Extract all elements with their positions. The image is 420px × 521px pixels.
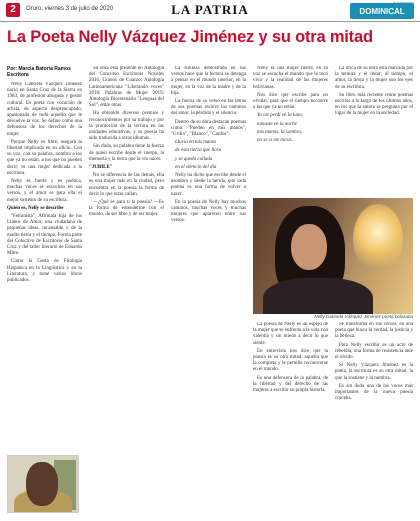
paragraph: En entrevista nos dice que la poesía es su otra mitad, aquella que la completa y le permite reconocerse en el mundo.	[253, 348, 328, 373]
paragraph: Ha obtenido diversos premios y reconocimientos por su trabajo y por la promoción de la lectura en las unidades educativas, y su poesía ha sido traducida a otros idiomas.	[89, 111, 164, 142]
paragraph: Si Nelly Vázquez Jiménez es la poeta, la escritura es su otra mitad, la que la sostiene y la nombra.	[335, 363, 413, 381]
author-portrait-photo	[7, 455, 79, 513]
paragraph: —¿Qué es para ti la poesía? —Es la forma de entenderme con el mundo, de ser libre y de ser mujer.	[89, 200, 164, 218]
article-column-2	[89, 66, 164, 506]
article-column-4-lower	[253, 322, 328, 510]
poem-line: mis manos, la sombra,	[257, 129, 303, 135]
poem-line: no se si me miras.	[257, 138, 293, 144]
paragraph: Es una defensora de la palabra, de la libertad y del derecho de las mujeres a escribir su propia historia.	[253, 375, 328, 394]
article-column-5-lower	[335, 322, 413, 510]
paragraph: Se transforma en sus versos, en una poeta que busca la verdad, la justicia y la belleza.	[335, 322, 413, 340]
photo-caption: Nelly Gabriela Vázquez Jiménez poeta boliviana	[314, 314, 413, 319]
page-number: 2	[6, 3, 20, 17]
page-header	[0, 0, 420, 22]
paragraph: Dentro de su obra destacan poemas como: "Pueden en mis manos", "Grillo", "Blanco", "Cardos".	[171, 119, 246, 138]
paragraph: Como la Gesta de Filología Hispánica en la Lingüística y en la Literatura, y tiene varios libros publicados.	[7, 259, 82, 284]
poem-line: Ya me perdí en la luna,	[257, 113, 304, 119]
paragraph: Es sin duda una de las voces más importantes de la nueva poesía cruceña.	[335, 383, 413, 402]
byline-role: Escritora	[7, 72, 29, 78]
subheading: Quién es, Nelly se describe	[7, 205, 64, 211]
paragraph: No se diferencia de las demás, ella es una mujer más en la ciudad, pero encuentra en la poesía la forma de decir lo que otras callan.	[89, 173, 164, 197]
paragraph: La sutileza demostrada en sus versos hace que la lectora se detenga a pensar en el mundo interior, en la mujer, en la voz de la madre y de la hija.	[171, 66, 246, 96]
subheading: "JUBILE"	[89, 165, 113, 171]
poem-line: Lluvia en mis manos	[175, 140, 217, 146]
article-column-3	[171, 66, 246, 506]
byline	[7, 66, 82, 78]
section-logo: DOMINICAL	[350, 3, 414, 19]
poem-line: tomaste en la noche	[257, 121, 297, 127]
paragraph: Nelly Gabriela Vázquez Jiménez nació en Santa Cruz de la Sierra en 1983, de profesión abogada y gestor cultural. Es poeta con vocación de artista, de aspecto despreocupado, apasionada de todo aquello que le devuelve la voz. Se define como una defensora de los derechos de la mujer.	[7, 82, 82, 137]
article-headline: La Poeta Nelly Vázquez Jiménez y su otra mitad	[7, 28, 373, 46]
poem-line: en el silencio del día	[175, 164, 217, 170]
paragraph: "Feminista", Afirmala hija de los Llanos de Amor, una ciudadana de pequeñas ideas, incansable y de la madre tierra y el tiempo. Forma parte del Colectivo de Escritores de Santa Cruz y del taller literario de Eduardo Mitre.	[7, 214, 82, 257]
issue-date: Oruro, viernes 3 de julio de 2020	[26, 6, 114, 12]
paragraph: En la poesía de Nelly hay muchos caminos, muchas voces y muchas mujeres que aparecen entre sus versos.	[171, 199, 246, 224]
paragraph: Su libro más reciente reúne poemas escritos a lo largo de los últimos años, en los que la autora se pregunta por el lugar de la mujer en la sociedad.	[335, 92, 413, 117]
paragraph: Su obra está presente en Antología del Concurso Escritoras Noveles 2016, Granos de Cuarzo; Antología Latinoamericana "Liberando voces" 2018; Palabras de Mujer 2019; Antología Bicentenario "Lenguas del Sol", entre otras.	[89, 66, 164, 109]
paragraph: Nelly es una mujer fuerte, en su voz se escucha el mundo que le tocó vivir y la realidad de las mujeres bolivianas.	[253, 66, 328, 90]
paragraph: La poesía de Nelly es un espejo de la mujer que se enfrenta a la vida con valentía y sin miedo a decir lo que siente.	[253, 322, 328, 346]
paragraph: Para Nelly escribir es un acto de rebeldía, una forma de resistencia ante el olvido.	[335, 342, 413, 361]
poet-photo	[253, 198, 413, 314]
paragraph: La lírica de su obra está marcada por la ternura y el dolor; el tiempo, el amor, la tierra y la mujer son los ejes de su escritura.	[335, 66, 413, 90]
paragraph: La fuerza de su verso en las letras de sus poemas recorre los caminos del amor, la pérdida y el silencio.	[171, 99, 246, 117]
paragraph: Nelly es fuerte y es poética, muchas voces se escuchan en sus versos, y el amor es para ella el mejor sustento de su escritura.	[7, 179, 82, 203]
poem-line: y se queda callada	[175, 156, 213, 162]
poem-line: de esta tierra que llora	[175, 148, 222, 154]
paragraph: Porque Nelly es libre, asegura la libertad implicada en su oficio. Con su voz, con su palabra, nombra a los que ya no están, a los que no pueden decir; es una mujer dedicada a la escritura.	[7, 139, 82, 176]
paragraph: Sin duda, su palabra tiene la fuerza de quien escribe desde el cuerpo, la memoria y la tierra que la vio nacer.	[89, 144, 164, 162]
byline-author: Por: Marcia Batoria Ramos	[7, 66, 71, 72]
paragraph: Nelly ha dicho que escribe desde el asombro y desde la herida, que cada poema es una forma de volver a nacer.	[171, 173, 246, 197]
paragraph: Nos dice que escribe para no olvidar, para que el tiempo no borre a las que ya no están.	[253, 92, 328, 111]
newspaper-name: LA PATRIA	[171, 2, 249, 17]
